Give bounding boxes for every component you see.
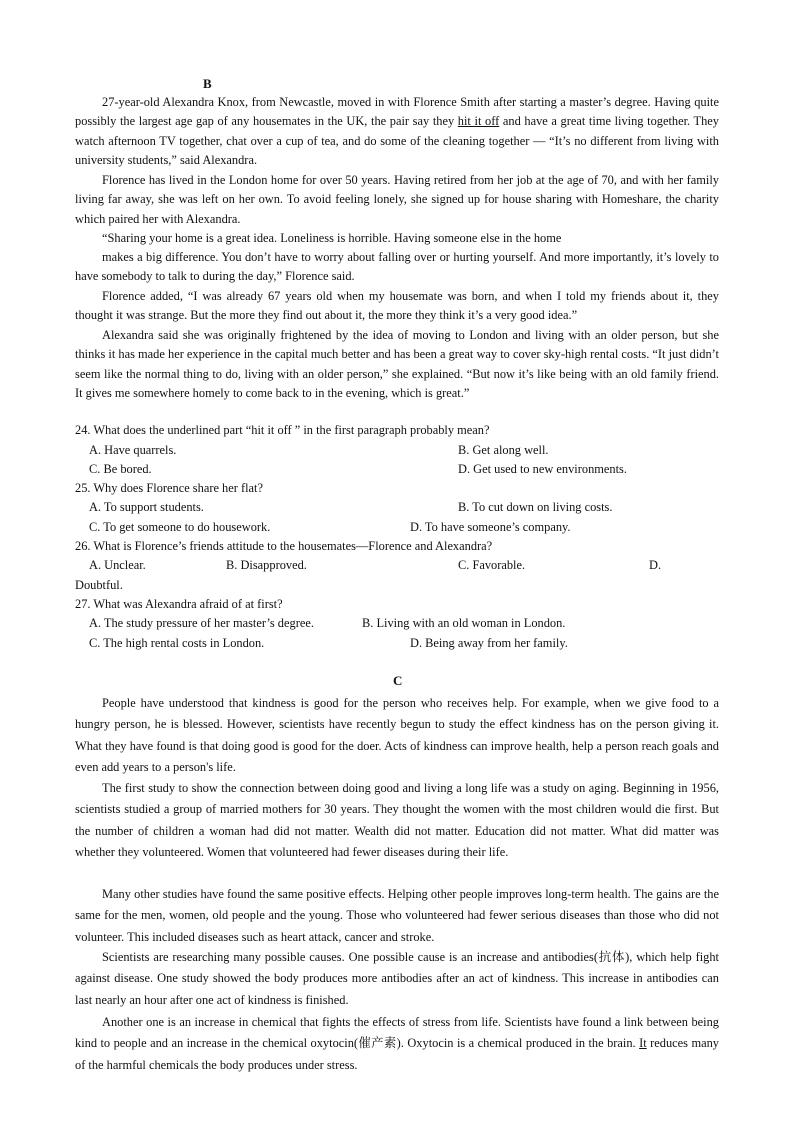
- p5-main-text: Another one is an increase in chemical that fights the effects of stress from life. Scientists have found a link between being kind to people and an increase in the chemical oxytocin(催产素). Oxytocin is a chemical produced in the brain.: [75, 1015, 719, 1051]
- passage-b-paragraph-5: Alexandra said she was originally frightened by the idea of moving to London and living with an older person, but she thinks it has made her experience in the capital much better and has been a great way to cover sky-high rental costs. “It just didn’t seem like the normal thing to do, living with an older person,” she explained. “But now it’s like being with an old family friend. It gives me somewhere homely to come back to in the evening, which is great.”: [75, 328, 719, 400]
- question-26-option-b: B. Disapproved.: [226, 558, 307, 572]
- question-24-option-a: A. Have quarrels.: [89, 443, 177, 457]
- question-26-option-a: A. Unclear.: [89, 558, 146, 572]
- question-27-option-d: D. Being away from her family.: [410, 636, 568, 650]
- question-25-option-b: B. To cut down on living costs.: [458, 500, 613, 514]
- passage-c-paragraph-2: The first study to show the connection between doing good and living a long life was a study on aging. Beginning in 1956, scientists studied a group of married mothers for 30 years. They thought the women with the most children would die first. But the number of children a woman had did not matter. Wealth did not matter. Education did not matter. What did matter was whether they volunteered. Women that volunteered had fewer diseases during their life.: [75, 781, 719, 859]
- question-27-stem: 27. What was Alexandra afraid of at first?: [75, 597, 283, 611]
- question-24-option-c: C. Be bored.: [89, 462, 152, 476]
- question-27-option-b: B. Living with an old woman in London.: [362, 616, 566, 630]
- question-25-option-c: C. To get someone to do housework.: [89, 520, 271, 534]
- passage-b-paragraph-3-line-1: “Sharing your home is a great idea. Loneliness is horrible. Having someone else in the home: [102, 231, 562, 245]
- p1-text-before: 27-year-old Alexandra Knox, from Newcastle, moved in with Florence Smith after starting a master’s degree. Having quite possibly the largest age gap of any housemates in the UK, the pair say they: [75, 95, 719, 129]
- passage-b-paragraph-4: Florence added, “I was already 67 years old when my housemate was born, and when I told my friends about it, they thought it was strange. But the more they find out about it, the more they think it’s a very good idea.”: [75, 289, 719, 323]
- passage-c-paragraph-5: [75, 1012, 719, 1076]
- p1-text-after: and have a great time living together. They watch afternoon TV together, chat over a cup of tea, and do some of the cleaning together — “It’s no different from living with university students,” said Alexandra.: [75, 114, 719, 167]
- question-25-option-d: D. To have someone’s company.: [410, 520, 571, 534]
- passage-b-heading: B: [203, 76, 212, 91]
- question-25-option-a: A. To support students.: [89, 500, 204, 514]
- passage-b-paragraph-2: Florence has lived in the London home for over 50 years. Having retired from her job at the age of 70, and with her family living far away, she was left on her own. To avoid feeling lonely, she signed up for house sharing with Homeshare, the charity which paired her with Alexandra.: [75, 173, 719, 226]
- passage-b-paragraph-1: [75, 93, 719, 170]
- question-25-stem: 25. Why does Florence share her flat?: [75, 481, 263, 495]
- p5-end-text: reduces many of the harmful chemicals the body produces under stress.: [75, 1036, 719, 1072]
- question-24-option-b: B. Get along well.: [458, 443, 549, 457]
- question-26-stem: 26. What is Florence’s friends attitude to the housemates—Florence and Alexandra?: [75, 539, 493, 553]
- question-24-stem: 24. What does the underlined part “hit it off ” in the first paragraph probably mean?: [75, 423, 490, 437]
- passage-c-heading: C: [393, 673, 403, 688]
- passage-b-paragraph-3-rest: makes a big difference. You don’t have to worry about falling over or hurting yourself. And more importantly, it’s lovely to have somebody to talk to during the day,” Florence said.: [75, 250, 719, 284]
- passage-c-paragraph-3: Many other studies have found the same positive effects. Helping other people improves long-term health. The gains are the same for the men, women, old people and the young. Those who volunteered had fewer serious diseases than those who did not volunteer. This included diseases such as heart attack, cancer and stroke.: [75, 887, 719, 944]
- question-26-option-c: C. Favorable.: [458, 558, 526, 572]
- question-26-option-d-text: Doubtful.: [75, 578, 123, 592]
- underlined-pronoun: It: [639, 1036, 647, 1051]
- passage-c-paragraph-4: Scientists are researching many possible causes. One possible cause is an increase and antibodies(抗体), which help fight against disease. One study showed the body produces more antibodies after an act of kindness. This increase in antibodies can last nearly an hour after one act of kindness is finished.: [75, 950, 719, 1007]
- question-27-option-c: C. The high rental costs in London.: [89, 636, 265, 650]
- question-27-option-a: A. The study pressure of her master’s degree.: [89, 616, 314, 630]
- question-26-option-d: D.: [649, 558, 662, 572]
- passage-c-paragraph-1: People have understood that kindness is good for the person who receives help. For example, when we give food to a hungry person, he is blessed. However, scientists have recently begun to study the effect kindness has on the person giving it. What they have found is that doing good is good for the doer. Acts of kindness can improve health, help a person reach goals and even add years to a person's life.: [75, 696, 719, 774]
- underlined-phrase: hit it off: [457, 114, 500, 129]
- question-24-option-d: D. Get used to new environments.: [458, 462, 627, 476]
